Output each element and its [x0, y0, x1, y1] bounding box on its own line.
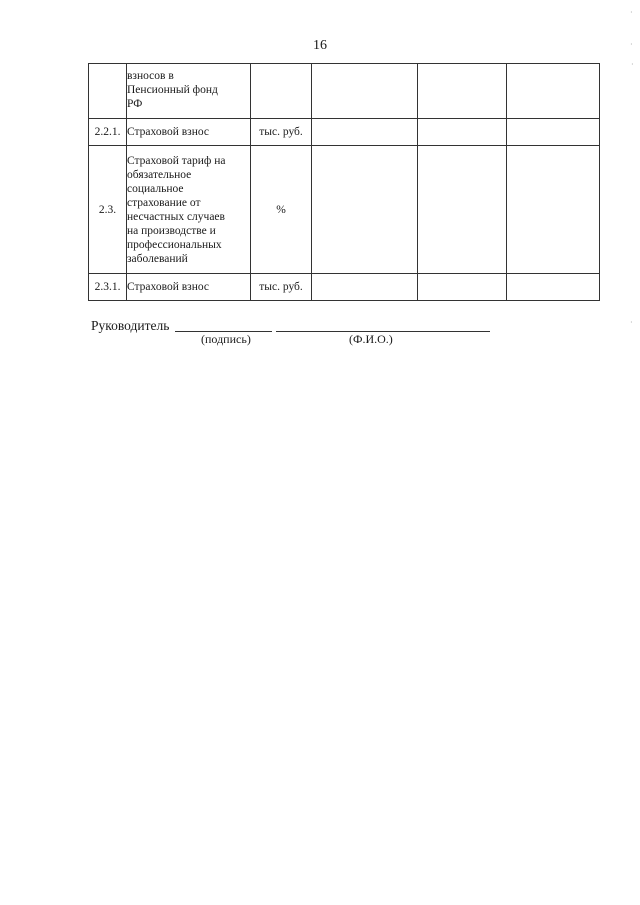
table-cell [418, 64, 507, 119]
table-cell [312, 146, 418, 274]
row-name-line: на производстве и [127, 224, 216, 237]
row-name-line: взносов в [127, 70, 174, 82]
row-name-line: Страховой взнос [127, 281, 209, 293]
table-cell [312, 119, 418, 146]
scan-edge-mark: · [630, 8, 633, 17]
table-cell [507, 146, 600, 274]
row-name-line: РФ [127, 98, 143, 110]
row-name [127, 274, 251, 301]
row-name-line: страхование от [127, 196, 201, 209]
table-cell [312, 274, 418, 301]
table-row [89, 119, 600, 146]
row-number: 2.3. [89, 146, 127, 274]
row-unit: тыс. руб. [251, 119, 312, 146]
row-name-line: Страховой взнос [127, 126, 209, 138]
row-name-line: заболеваний [127, 252, 188, 265]
row-name-line: профессиональных [127, 238, 222, 251]
table-cell [312, 64, 418, 119]
row-name [127, 146, 251, 274]
row-number: 2.3.1. [89, 274, 127, 301]
table-row [89, 64, 600, 119]
name-caption: (Ф.И.О.) [349, 332, 393, 346]
row-name [127, 64, 251, 119]
row-name-line: обязательное [127, 168, 192, 181]
row-number: 2.2.1. [89, 119, 127, 146]
row-name-line: социальное [127, 182, 184, 195]
table-cell [507, 64, 600, 119]
table-cell [418, 119, 507, 146]
signature-caption: (подпись) [201, 332, 251, 346]
page-number: 16 [313, 38, 327, 53]
row-name [127, 119, 251, 146]
row-name-line: Страховой тариф на [127, 154, 226, 167]
row-name-line: Пенсионный фонд [127, 84, 218, 96]
table-cell [418, 274, 507, 301]
scan-edge-mark: · [631, 60, 634, 69]
signature-label: Руководитель [91, 318, 170, 333]
table-row [89, 274, 600, 301]
scan-edge-mark: · [630, 40, 633, 49]
table-cell [507, 119, 600, 146]
row-unit [251, 64, 312, 119]
scan-edge-mark: · [630, 318, 633, 327]
table-cell [507, 274, 600, 301]
row-number [89, 64, 127, 119]
row-unit: % [251, 146, 312, 274]
table-row [89, 146, 600, 274]
row-name-line: несчастных случаев [127, 210, 225, 223]
row-unit: тыс. руб. [251, 274, 312, 301]
table-cell [418, 146, 507, 274]
report-table [88, 63, 600, 301]
